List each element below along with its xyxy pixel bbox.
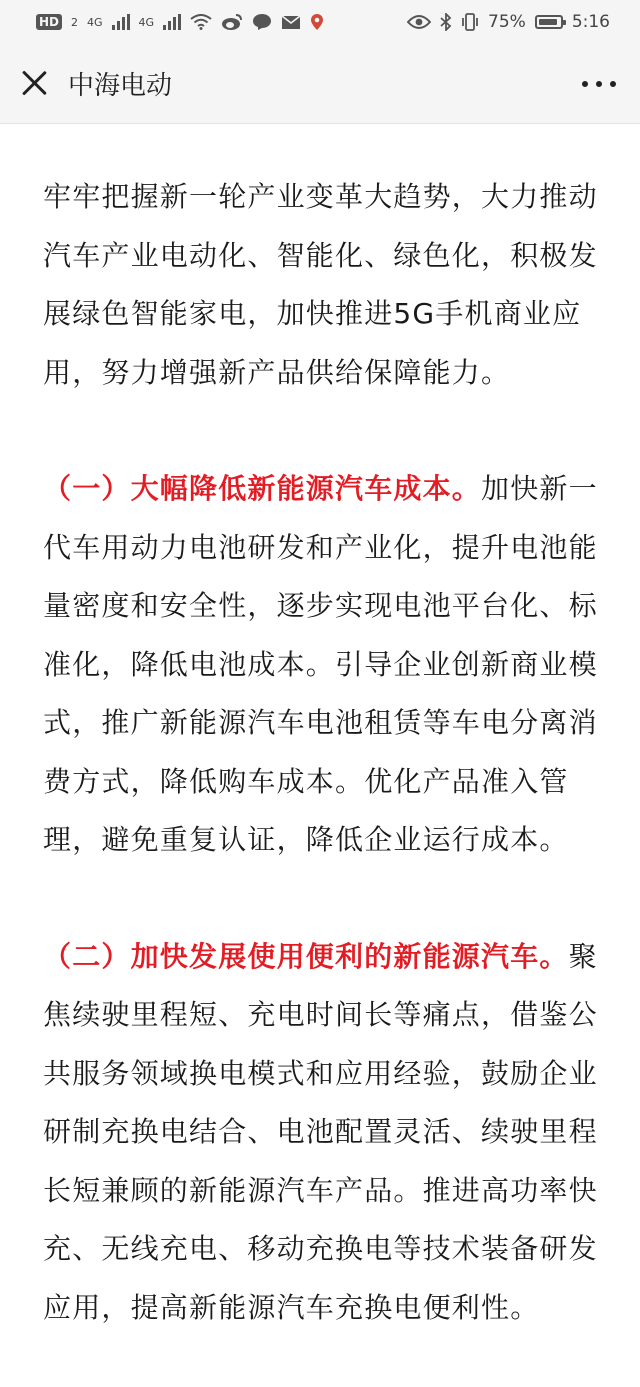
status-bar [0, 0, 640, 44]
status-right-group [407, 12, 610, 32]
weibo-icon [221, 13, 243, 31]
signal-icon [112, 14, 130, 30]
section-heading: （一）大幅降低新能源汽车成本。 [43, 472, 482, 505]
article-section-2 [43, 928, 603, 1338]
app-bar [0, 44, 640, 124]
hd-badge: HD [36, 14, 62, 30]
close-icon[interactable] [18, 67, 50, 99]
eye-icon [407, 14, 431, 30]
status-left-group [36, 13, 324, 31]
article-content [43, 168, 603, 1337]
article-intro: 牢牢把握新一轮产业变革大趋势，大力推动汽车产业电动化、智能化、绿色化，积极发展绿色智能家电，加快推进5G手机商业应用，努力增强新产品供给保障能力。 [43, 180, 598, 389]
article-section-1 [43, 460, 603, 870]
battery-icon [535, 15, 563, 29]
page-title: 中海电动 [68, 71, 173, 101]
battery-percent: 75% [488, 12, 526, 32]
more-dot [610, 81, 616, 87]
sim-indicator: 2 [71, 15, 79, 29]
more-icon[interactable] [582, 77, 616, 91]
network-type-1: 4G [87, 15, 103, 29]
clock-time: 5:16 [571, 12, 610, 32]
chat-icon [252, 13, 272, 31]
location-icon [310, 13, 324, 31]
vibrate-icon [461, 13, 479, 31]
section-body: 聚焦续驶里程短、充电时间长等痛点，借鉴公共服务领域换电模式和应用经验，鼓励企业研制充换电结合、电池配置灵活、续驶里程长短兼顾的新能源汽车产品。推进高功率快充、无线充电、移动充换电等技术装备研发应用，提高新能源汽车充换电便利性。 [43, 939, 598, 1324]
bluetooth-icon [440, 13, 452, 31]
network-type-2: 4G [138, 15, 155, 29]
wifi-icon [190, 14, 212, 30]
more-dot [582, 81, 588, 87]
mail-icon [281, 15, 301, 30]
signal-icon [163, 14, 181, 30]
section-body: 加快新一代车用动力电池研发和产业化，提升电池能量密度和安全性，逐步实现电池平台化、标准化，降低电池成本。引导企业创新商业模式，推广新能源汽车电池租赁等车电分离消费方式，降低购车成本。优化产品准入管理，避免重复认证，降低企业运行成本。 [43, 472, 598, 856]
more-dot [596, 81, 602, 87]
section-heading: （二）加快发展使用便利的新能源汽车。 [43, 939, 569, 973]
